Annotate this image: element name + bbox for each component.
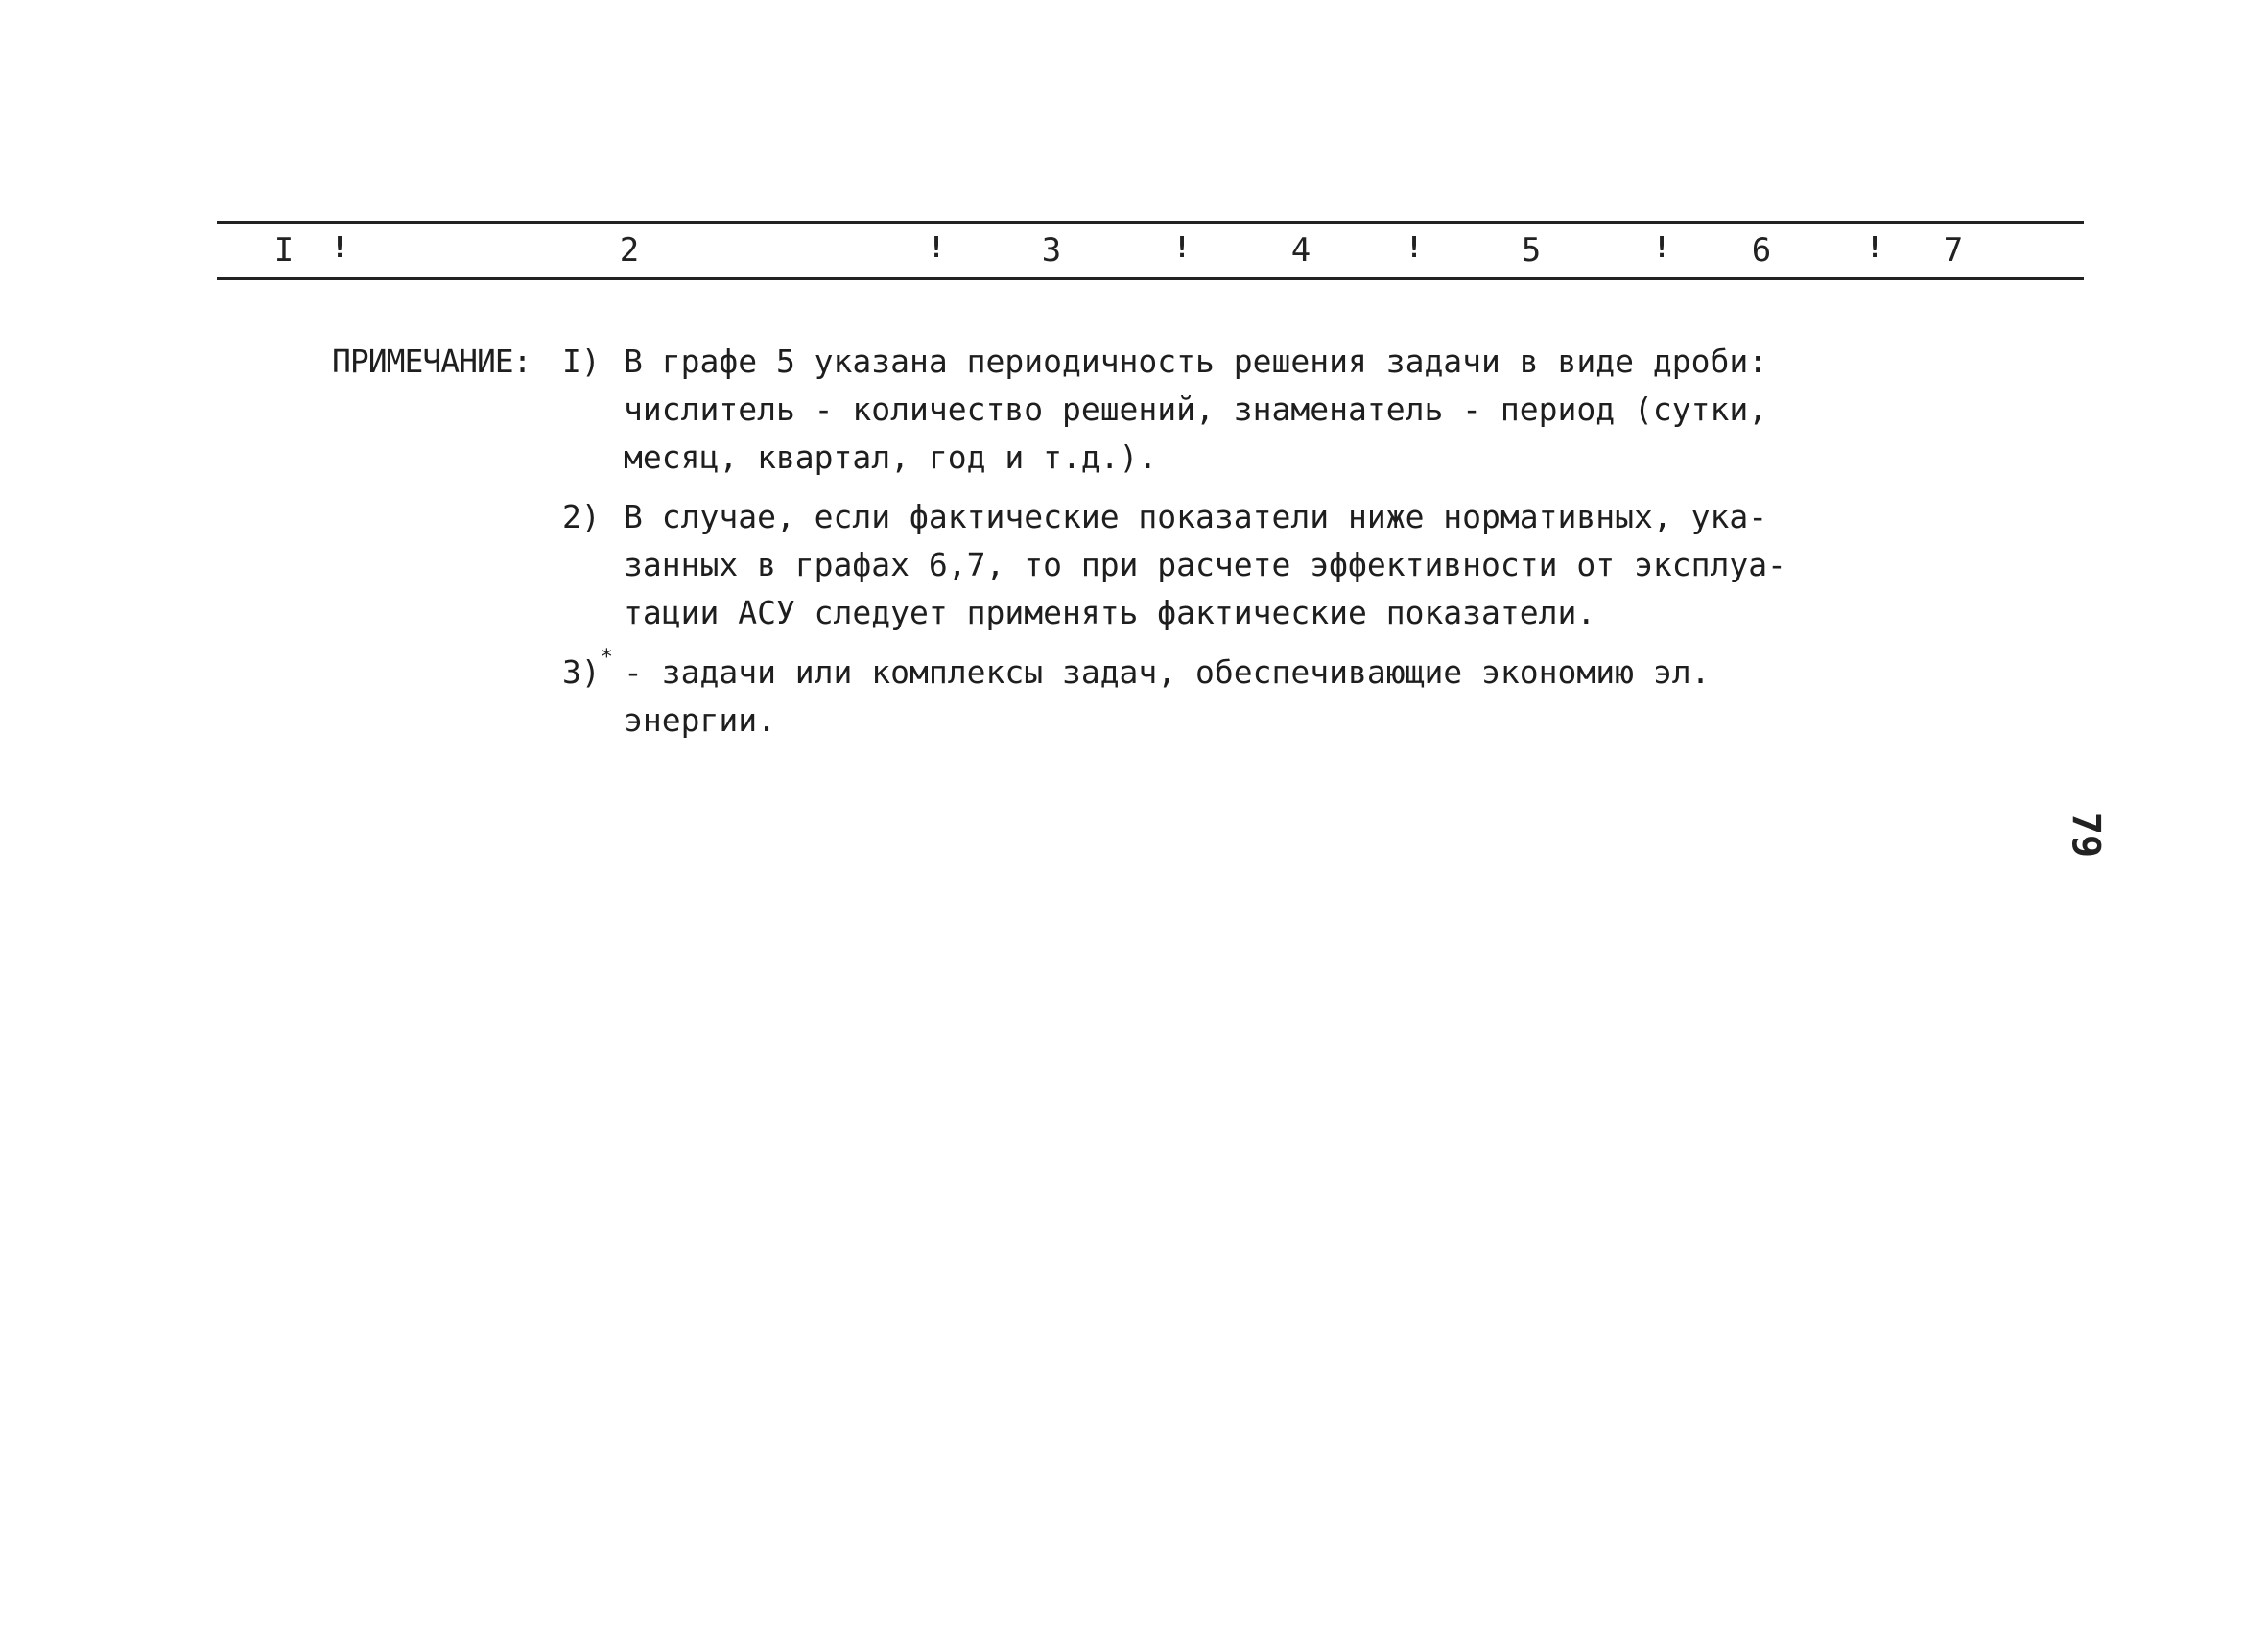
page-number: 79 [2064,811,2109,859]
column-separator: ! [1172,231,1192,265]
note-number [562,646,624,697]
column-number-4: 4 [1290,231,1311,270]
note-line: В случае, если фактические показатели ниже нормативных, ука- [624,498,1768,535]
asterisk-marker: * [600,646,613,670]
column-separator: ! [927,231,946,265]
note-text [624,649,1790,745]
notes-label: ПРИМЕЧАНИЕ: [332,343,532,380]
note-line: числитель - количество решений, знаменатель - период (сутки, [624,390,1768,428]
note-item-1 [562,338,1790,482]
table-column-header [217,221,2084,280]
note-line: месяц, квартал, год и т.д.). [624,438,1158,476]
note-number: 2) [562,498,601,535]
note-line: тации АСУ следует применять фактические показатели. [624,594,1596,631]
column-number-7: 7 [1943,231,1964,270]
note-text [624,493,1790,637]
column-separator: ! [1865,231,1884,265]
note-line: занных в графах 6,7, то при расчете эффективности от эксплуа- [624,546,1786,583]
column-number-5: 5 [1521,231,1542,270]
note-item-3 [562,646,1790,745]
column-number-1: I [273,231,295,270]
column-separator: ! [1405,231,1424,265]
note-line: энергии. [624,701,776,739]
note-line: - задачи или комплексы задач, обеспечивающие экономию эл. [624,653,1711,691]
column-separator: ! [1652,231,1671,265]
column-number-6: 6 [1751,231,1772,270]
column-number-2: 2 [619,231,640,270]
note-text [624,338,1790,482]
note-item-2 [562,493,1790,637]
column-separator: ! [330,231,349,265]
note-number: I) [562,343,601,380]
note-number-text: 3) [562,653,601,691]
note-line: В графе 5 указана периодичность решения задачи в виде дроби: [624,343,1768,380]
column-number-3: 3 [1041,231,1062,270]
